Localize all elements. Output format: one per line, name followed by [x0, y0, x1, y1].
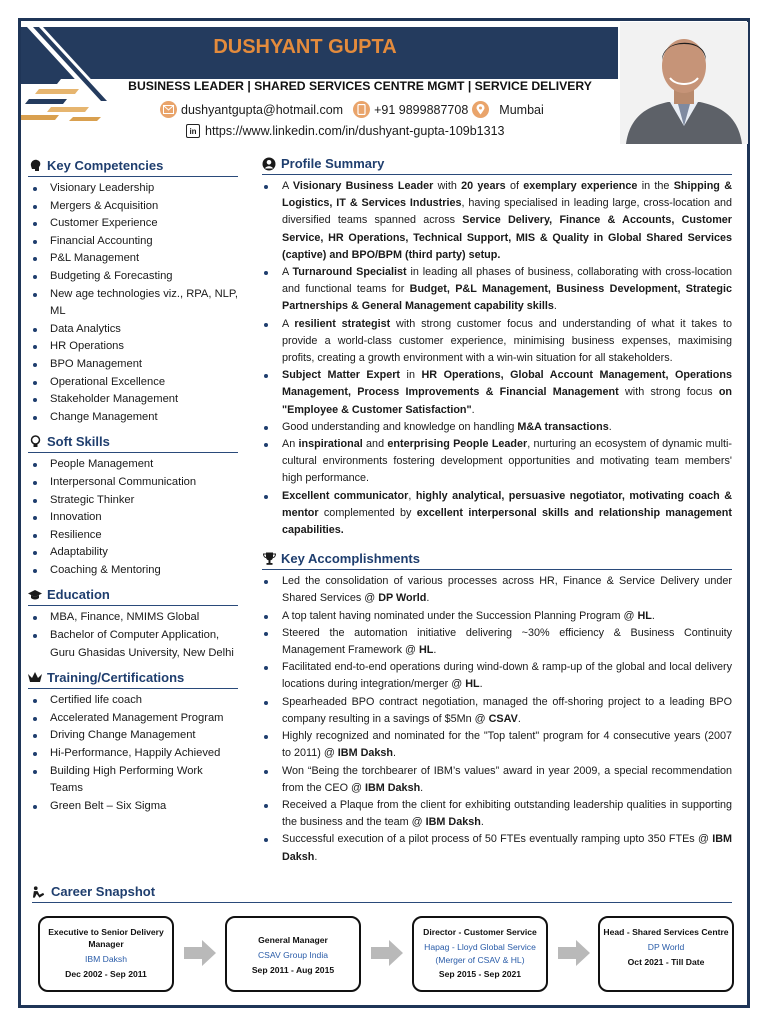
education-heading	[28, 587, 238, 606]
list-item: Driving Change Management	[28, 727, 238, 745]
profile-summary-title: Profile Summary	[281, 156, 385, 171]
list-item: Accelerated Management Program	[28, 710, 238, 728]
profile-summary-heading	[262, 156, 732, 175]
career-role: Executive to Senior Delivery Manager	[48, 927, 164, 949]
list-item: Financial Accounting	[28, 233, 238, 251]
soft-skills-list	[28, 456, 238, 579]
career-step	[38, 916, 174, 992]
education-title: Education	[47, 587, 110, 603]
list-item: A resilient strategist with strong customer focus and understanding of what it takes to provide a world-class customer experience, minimising business expenses, maximising profits, creating a growth environment with a win-win situation for all stakeholders.	[262, 316, 732, 368]
list-item: Change Management	[28, 409, 238, 427]
career-company: Hapag - Lloyd Global Service	[424, 942, 536, 952]
list-item: Resilience	[28, 527, 238, 545]
decorative-stripes-icon	[21, 21, 131, 121]
arrow-right-icon	[184, 940, 216, 966]
career-path-icon	[32, 885, 46, 899]
lightbulb-head-icon	[28, 435, 42, 449]
accomplishments-title: Key Accomplishments	[281, 551, 420, 567]
list-item: An inspirational and enterprising People Leader, nurturing an ecosystem of dynamic multi-cultural environments fostering development opportunities and motivating team members' high performance.	[262, 436, 732, 488]
linkedin-row	[186, 124, 626, 138]
trophy-icon	[262, 552, 276, 566]
phone-icon	[353, 101, 370, 118]
list-item: Stakeholder Management	[28, 391, 238, 409]
education-list	[28, 609, 238, 662]
list-item: Data Analytics	[28, 321, 238, 339]
list-item: P&L Management	[28, 250, 238, 268]
list-item: Coaching & Mentoring	[28, 562, 238, 580]
career-dates: Oct 2021 - Till Date	[627, 957, 705, 967]
list-item: Building High Performing Work Teams	[28, 763, 238, 798]
career-company: CSAV Group India	[257, 950, 329, 960]
training-heading	[28, 670, 238, 689]
training-list	[28, 692, 238, 815]
list-item: Won “Being the torchbearer of IBM’s values” award in year 2009, a special recommendation from the CEO @ IBM Daksh.	[262, 763, 732, 797]
profile-summary-list	[262, 178, 732, 539]
email-icon	[160, 101, 177, 118]
career-company: IBM Daksh	[84, 954, 128, 964]
left-column	[28, 158, 238, 815]
list-item: Highly recognized and nominated for the "Top talent" program for 4 consecutive years (2007 to 2011) @ IBM Daksh.	[262, 728, 732, 762]
list-item: Led the consolidation of various processes across HR, Finance & Service Delivery under Shared Services @ DP World.	[262, 573, 732, 607]
competencies-list	[28, 180, 238, 426]
right-column	[262, 156, 732, 866]
list-item: Successful execution of a pilot process of 50 FTEs eventually ramping upto 350 FTEs @ IBM Daksh.	[262, 831, 732, 865]
list-item: Good understanding and knowledge on handling M&A transactions.	[262, 419, 732, 436]
list-item: Bachelor of Computer Application, Guru Ghasidas University, New Delhi	[28, 627, 238, 662]
list-item: BPO Management	[28, 356, 238, 374]
list-item: Facilitated end-to-end operations during wind-down & ramp-up of the global and local delivery locations during integration/merger @ HL.	[262, 659, 732, 693]
contact-row	[160, 101, 600, 118]
list-item: Strategic Thinker	[28, 492, 238, 510]
list-item: Adaptability	[28, 544, 238, 562]
list-item: Innovation	[28, 509, 238, 527]
list-item: Visionary Leadership	[28, 180, 238, 198]
list-item: A Visionary Business Leader with 20 years of exemplary experience in the Shipping & Logistics, IT & Services Industries, having specialised in leading large, cross-location and diversified teams spanned across Service Delivery, Finance & Accounts, Customer Service, HR Operations, Technical Support, MIS & Quality in Global Shared Services (captive) and BPO/BPM (third party) setup.	[262, 178, 732, 264]
list-item: Excellent communicator, highly analytical, persuasive negotiator, motivating coach & mentor complemented by excellent interpersonal skills and relationship management capabilities.	[262, 488, 732, 540]
list-item: New age technologies viz., RPA, NLP, ML	[28, 286, 238, 321]
graduation-cap-icon	[28, 588, 42, 602]
linkedin-link[interactable]: https://www.linkedin.com/in/dushyant-gupta-109b1313	[205, 124, 505, 138]
career-company: DP World	[647, 942, 685, 952]
career-dates: Sep 2015 - Sep 2021	[438, 969, 522, 979]
list-item: Budgeting & Forecasting	[28, 268, 238, 286]
soft-skills-heading	[28, 434, 238, 453]
arrow-right-icon	[558, 940, 590, 966]
user-circle-icon	[262, 157, 276, 171]
email-link[interactable]: dushyantgupta@hotmail.com	[181, 102, 344, 117]
list-item: Subject Matter Expert in HR Operations, Global Account Management, Operations Management, Process Improvements & Financial Management with strong focus on "Employee & Customer Satisfaction".	[262, 367, 732, 419]
list-item: Interpersonal Communication	[28, 474, 238, 492]
list-item: HR Operations	[28, 338, 238, 356]
soft-skills-title: Soft Skills	[47, 434, 110, 450]
accomplishments-heading	[262, 551, 732, 570]
list-item: People Management	[28, 456, 238, 474]
list-item: Steered the automation initiative delivering ~30% efficiency & Business Continuity Management Framework @ HL.	[262, 625, 732, 659]
career-dates: Sep 2011 - Aug 2015	[251, 965, 335, 975]
location: Mumbai	[499, 102, 544, 117]
list-item: Operational Excellence	[28, 374, 238, 392]
list-item: Spearheaded BPO contract negotiation, managed the off-shoring project to a leading BPO company resulting in a savings of $5Mn @ CSAV.	[262, 694, 732, 728]
career-heading	[32, 884, 732, 903]
crown-icon	[28, 671, 42, 685]
list-item: Hi-Performance, Happily Achieved	[28, 745, 238, 763]
linkedin-icon: in	[186, 124, 200, 138]
list-item: Certified life coach	[28, 692, 238, 710]
career-step	[412, 916, 548, 992]
training-title: Training/Certifications	[47, 670, 185, 686]
list-item: Received a Plaque from the client for exhibiting outstanding leadership qualities in supporting the business and the team @ IBM Daksh.	[262, 797, 732, 831]
list-item: Green Belt – Six Sigma	[28, 798, 238, 816]
phone-number: +91 9899887708	[374, 102, 469, 117]
career-dates: Dec 2002 - Sep 2011	[65, 969, 147, 979]
career-step	[225, 916, 361, 992]
competencies-title: Key Competencies	[47, 158, 164, 173]
career-step	[598, 916, 734, 992]
career-role: Director - Customer Service	[423, 927, 537, 937]
competencies-heading	[28, 158, 238, 177]
arrow-right-icon	[371, 940, 403, 966]
list-item: Mergers & Acquisition	[28, 198, 238, 216]
accomplishments-list	[262, 573, 732, 865]
list-item: Customer Experience	[28, 215, 238, 233]
career-title: Career Snapshot	[51, 884, 156, 899]
career-company-note: (Merger of CSAV & HL)	[435, 955, 525, 965]
list-item: A top talent having nominated under the Succession Planning Program @ HL.	[262, 608, 732, 625]
headline: BUSINESS LEADER | SHARED SERVICES CENTRE MGMT | SERVICE DELIVERY	[128, 79, 592, 93]
profile-photo	[620, 22, 748, 144]
career-role: General Manager	[258, 935, 328, 945]
career-role: Head - Shared Services Centre	[603, 927, 729, 937]
location-pin-icon	[472, 101, 489, 118]
list-item: MBA, Finance, NMIMS Global	[28, 609, 238, 627]
list-item: A Turnaround Specialist in leading all phases of business, collaborating with cross-location and functional teams for Budget, P&L Management, Business Development, Strategic Partnerships & General Management capability skills.	[262, 264, 732, 316]
brain-icon	[28, 159, 42, 173]
candidate-name: DUSHYANT GUPTA	[213, 36, 397, 58]
